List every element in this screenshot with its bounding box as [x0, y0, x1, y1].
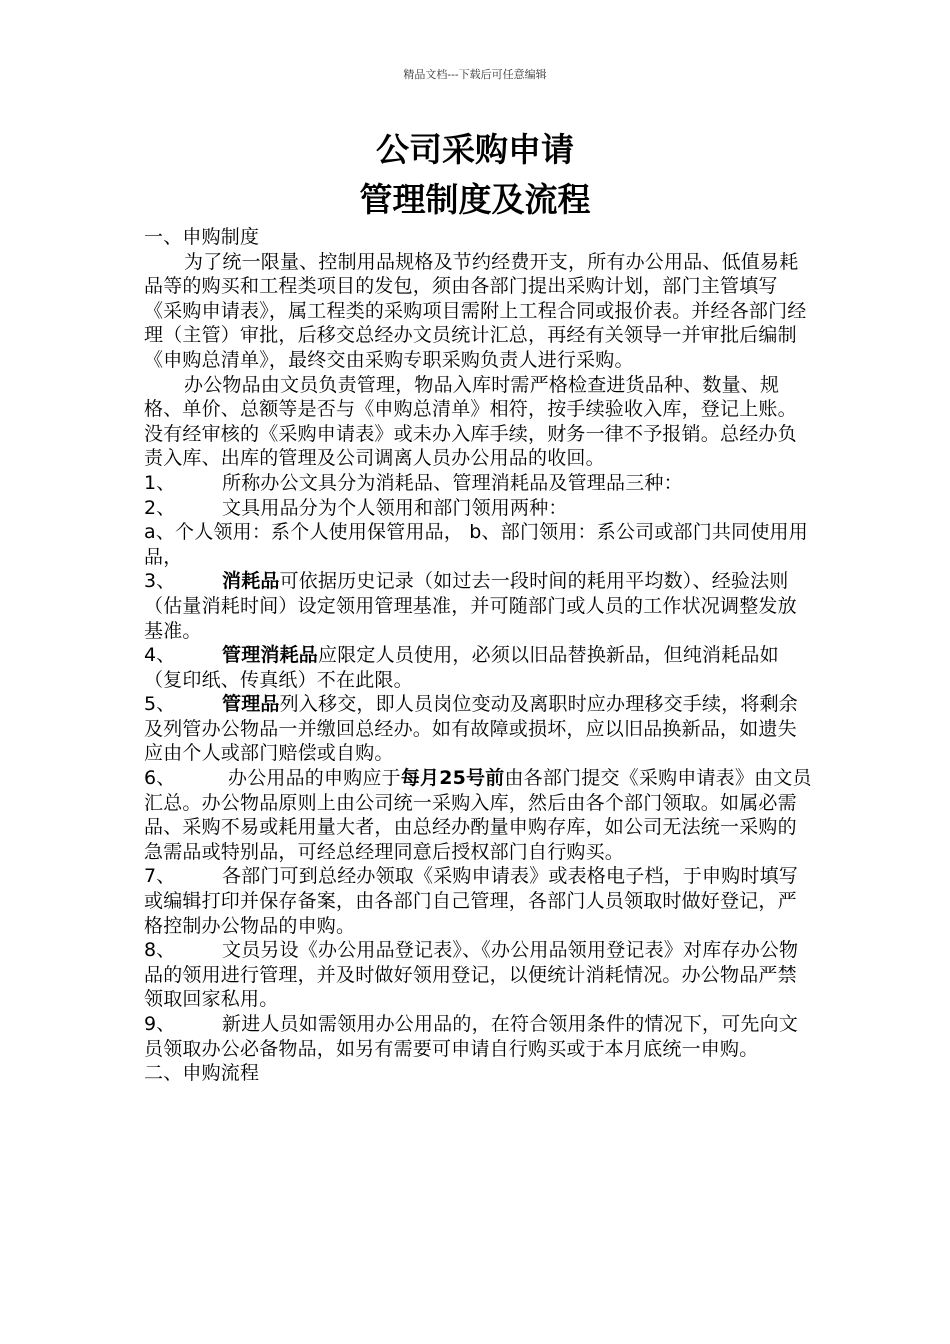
list-text: 文具用品分为个人领用和部门领用两种： — [222, 496, 568, 519]
list-number: 7、 — [144, 865, 176, 888]
list-item-9 — [144, 1012, 812, 1061]
list-item-1 — [144, 471, 812, 496]
list-item-7 — [144, 864, 812, 938]
list-text-continued: 由各部门提交《采购申请表》由文员汇总。办公物品原则上由公司统一采购入库，然后由各个部门领取。如属必需品、采购不易或耗用量大者，由总经办酌量申购存库，如公司无法统一采购的急需品或特别品，可经总经理同意后授权部门自行购买。 — [144, 767, 812, 863]
list-text: 可依据历史记录（如过去一段时间的耗用平均数）、经验法则（估量消耗时间）设定领用管理基准，并可随部门或人员的工作状况调整发放基准。 — [144, 570, 797, 642]
section-heading-purchase-process: 二、申购流程 — [144, 1062, 260, 1085]
section-heading-purchase-policy: 一、申购制度 — [144, 226, 260, 248]
list-text: 各部门可到总经办领取《采购申请表》或表格电子档，于申购时填写或编辑打印并保存备案，由各部门自己管理，各部门人员领取时做好登记，严格控制办公物品的申购。 — [144, 865, 799, 937]
list-number: 5、 — [144, 693, 176, 716]
header-note: 精品文档---下载后可任意编辑 — [403, 68, 547, 81]
list-bold-term: 管理消耗品 — [222, 644, 319, 667]
document-title-line1: 公司采购申请 — [376, 130, 574, 169]
list-item-4 — [144, 643, 812, 692]
list-text: 列入移交，即人员岗位变动及离职时应办理移交手续，将剩余及列管办公物品一并缴回总经办。如有故障或损坏，应以旧品换新品，如遗失应由个人或部门赔偿或自购。 — [144, 693, 799, 765]
list-item-5 — [144, 692, 812, 766]
list-number: 4、 — [144, 644, 176, 667]
list-text: 应限定人员使用，必须以旧品替换新品，但纯消耗品如（复印纸、传真纸）不在此限。 — [144, 644, 779, 691]
list-item-2 — [144, 496, 812, 521]
list-text: 新进人员如需领用办公用品的，在符合领用条件的情况下，可先向文员领取办公必备物品，如另有需要可申请自行购买或于本月底统一申购。 — [144, 1013, 799, 1060]
paragraph-office-supplies-management: 办公物品由文员负责管理，物品入库时需严格检查进货品种、数量、规格、单价、总额等是否与《申购总清单》相符，按手续验收入库，登记上账。没有经审核的《采购申请表》或未办入库手续，财务一律不予报销。总经办负责入库、出库的管理及公司调离人员办公用品的收回。 — [144, 373, 797, 470]
list-item-2-sub: a、个人领用：系个人使用保管用品， b、部门领用：系公司或部门共同使用用品， — [144, 521, 808, 568]
list-text: 办公用品的申购应于 — [228, 767, 401, 790]
list-number: 3、 — [144, 570, 176, 593]
list-item-3 — [144, 569, 812, 643]
list-item-8 — [144, 938, 812, 1012]
list-text: 文员另设《办公用品登记表》、《办公用品领用登记表》对库存办公物品的领用进行管理，并及时做好领用登记，以便统计消耗情况。办公物品严禁领取回家私用。 — [144, 939, 799, 1011]
list-number: 8、 — [144, 939, 176, 962]
list-number: 1、 — [144, 471, 176, 494]
list-bold-term: 消耗品 — [222, 570, 280, 593]
paragraph-purchase-policy: 为了统一限量、控制用品规格及节约经费开支，所有办公用品、低值易耗品等的购买和工程类项目的发包，须由各部门提出采购计划，部门主管填写《采购申请表》，属工程类的采购项目需附上工程合同或报价表。并经各部门经理（主管）审批，后移交总经办文员统计汇总，再经有关领导一并审批后编制《申购总清单》，最终交由采购专职采购负责人进行采购。 — [144, 250, 807, 371]
list-bold-deadline: 每月25号前 — [400, 767, 505, 790]
list-bold-term: 管理品 — [222, 693, 280, 716]
list-text: 所称办公文具分为消耗品、管理消耗品及管理品三种： — [222, 471, 683, 494]
list-item-6 — [144, 766, 812, 864]
document-title-line2: 管理制度及流程 — [359, 180, 591, 219]
list-number: 2、 — [144, 496, 176, 519]
document-body — [144, 225, 812, 1086]
list-number: 6、 — [144, 767, 176, 790]
list-number: 9、 — [144, 1013, 176, 1035]
